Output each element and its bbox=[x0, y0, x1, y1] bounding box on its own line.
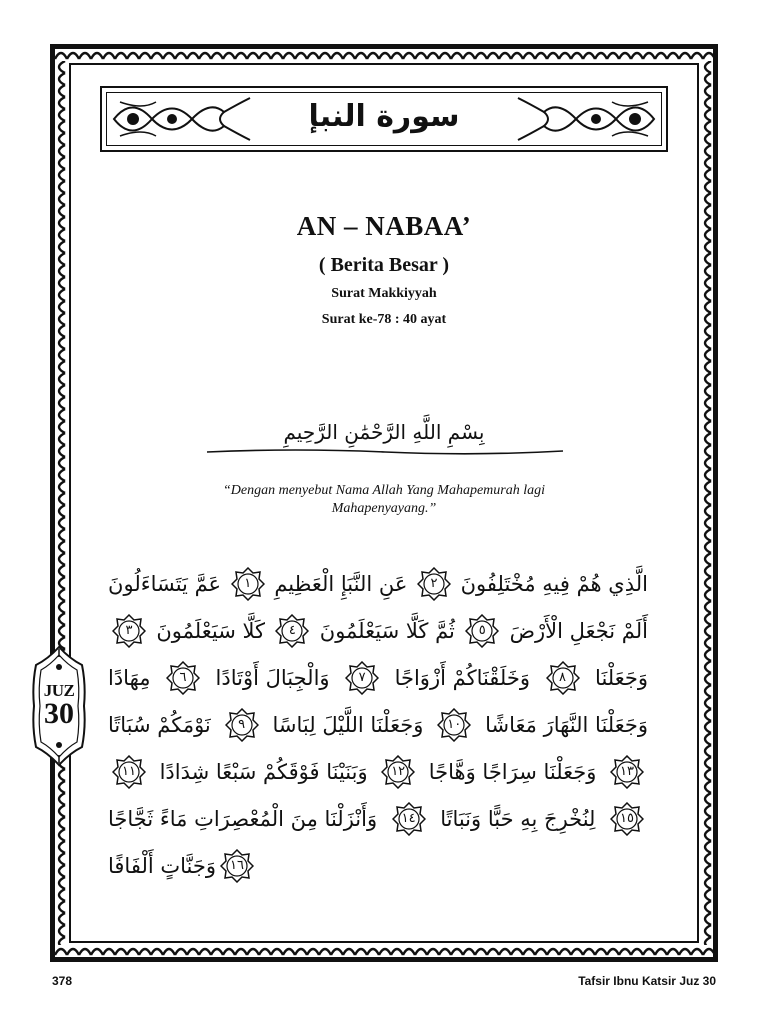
basmalah-arabic: بِسْمِ اللَّهِ الرَّحْمَٰنِ الرَّحِيمِ bbox=[283, 420, 485, 444]
verse-text: لِنُخْرِجَ بِهِ حَبًّا وَنَبَاتًا bbox=[440, 806, 596, 831]
surah-latin-name: AN – NABAA’ bbox=[296, 211, 472, 241]
verse-number-marker bbox=[275, 614, 309, 648]
verse-number: ٨ bbox=[559, 669, 567, 685]
verse-number-marker bbox=[417, 567, 451, 601]
juz-label: JUZ bbox=[43, 681, 75, 700]
surah-title-banner bbox=[100, 86, 668, 152]
verse-number: ١٤ bbox=[401, 810, 416, 826]
verses-block bbox=[108, 560, 648, 889]
verse-text: نَوْمَكُمْ سُبَاتًا bbox=[108, 712, 211, 737]
verse-text: عَمَّ يَتَسَاءَلُونَ bbox=[108, 571, 222, 596]
verse-text: وَبَنَيْنَا فَوْقَكُمْ سَبْعًا شِدَادًا bbox=[159, 759, 368, 784]
verse-number: ٩ bbox=[238, 716, 246, 732]
verse-number-marker bbox=[437, 708, 471, 742]
verse-number-marker bbox=[392, 802, 426, 836]
verse-number-marker bbox=[166, 661, 200, 695]
verse-number: ١١ bbox=[122, 763, 137, 779]
rope-border-right bbox=[701, 61, 713, 945]
verse-text: أَلَمْ نَجْعَلِ الْأَرْضَ bbox=[509, 618, 648, 643]
verse-text: وَجَعَلْنَا bbox=[595, 665, 648, 690]
verse-text: وَالْجِبَالَ أَوْتَادًا bbox=[215, 665, 330, 690]
book-title: Tafsir Ibnu Katsir Juz 30 bbox=[578, 974, 716, 988]
verse-text: وَجَنَّاتٍ أَلْفَافًا bbox=[108, 853, 216, 878]
verse-number: ١٣ bbox=[620, 763, 634, 779]
verse-number: ٦ bbox=[179, 669, 187, 685]
verse-line bbox=[108, 795, 648, 842]
verse-text: وَجَعَلْنَا سِرَاجًا وَهَّاجًا bbox=[428, 759, 597, 784]
verse-number: ١ bbox=[244, 575, 252, 591]
verse-line bbox=[108, 654, 648, 701]
verse-number: ١٠ bbox=[447, 716, 462, 732]
verse-number: ١٥ bbox=[620, 810, 634, 826]
verse-number-marker bbox=[610, 802, 644, 836]
verse-number-marker bbox=[220, 849, 254, 883]
surah-meaning: ( Berita Besar ) bbox=[318, 254, 450, 276]
verse-line bbox=[108, 560, 648, 607]
juz-number: 30 bbox=[44, 697, 74, 730]
verse-text: كَلَّا سَيَعْلَمُونَ bbox=[156, 618, 266, 643]
page-number: 378 bbox=[52, 974, 73, 988]
verse-number-marker bbox=[225, 708, 259, 742]
verse-number-marker bbox=[546, 661, 580, 695]
verse-line bbox=[108, 607, 648, 654]
verse-text: وَجَعَلْنَا اللَّيْلَ لِبَاسًا bbox=[272, 712, 424, 737]
verse-text: وَخَلَقْنَاكُمْ أَزْوَاجًا bbox=[394, 665, 531, 690]
verse-number: ١٦ bbox=[230, 857, 244, 873]
verse-text: مِهَادًا bbox=[108, 665, 151, 690]
rope-border-left bbox=[55, 61, 67, 945]
juz-badge bbox=[30, 645, 88, 767]
surah-arabic-title: سورة النبإ bbox=[308, 99, 460, 134]
verse-text: ثُمَّ كَلَّا سَيَعْلَمُونَ bbox=[319, 618, 455, 643]
verse-number: ٤ bbox=[288, 622, 296, 638]
rope-border-top bbox=[55, 49, 713, 61]
verse-number: ١٢ bbox=[391, 763, 406, 779]
verse-text: وَأَنْزَلْنَا مِنَ الْمُعْصِرَاتِ مَاءً ثَجَّاجًا bbox=[108, 806, 378, 831]
verse-text: الَّذِي هُمْ فِيهِ مُخْتَلِفُونَ bbox=[460, 571, 648, 596]
basmalah-flourish bbox=[205, 446, 565, 456]
basmalah-translation: “Dengan menyebut Nama Allah Yang Mahapemurah lagi Mahapenyayang.” bbox=[223, 483, 545, 516]
verse-number-marker bbox=[112, 755, 146, 789]
verse-number-marker bbox=[112, 614, 146, 648]
rope-border-bottom bbox=[55, 945, 713, 957]
verse-number: ٧ bbox=[358, 669, 366, 685]
verse-text: عَنِ النَّبَإِ الْعَظِيمِ bbox=[274, 571, 408, 596]
verse-number: ٥ bbox=[478, 622, 486, 638]
verse-line bbox=[108, 842, 648, 889]
verse-number-marker bbox=[465, 614, 499, 648]
verse-number-marker bbox=[610, 755, 644, 789]
surah-number-info: Surat ke-78 : 40 ayat bbox=[321, 312, 447, 327]
verse-number-marker bbox=[231, 567, 265, 601]
verse-line bbox=[108, 701, 648, 748]
verse-number-marker bbox=[381, 755, 415, 789]
verse-number-marker bbox=[345, 661, 379, 695]
verse-text: وَجَعَلْنَا النَّهَارَ مَعَاشًا bbox=[485, 712, 648, 737]
verse-number: ٣ bbox=[125, 622, 133, 638]
verse-line bbox=[108, 748, 648, 795]
verse-number: ٢ bbox=[430, 575, 438, 591]
surah-type: Surat Makkiyyah bbox=[331, 286, 437, 301]
